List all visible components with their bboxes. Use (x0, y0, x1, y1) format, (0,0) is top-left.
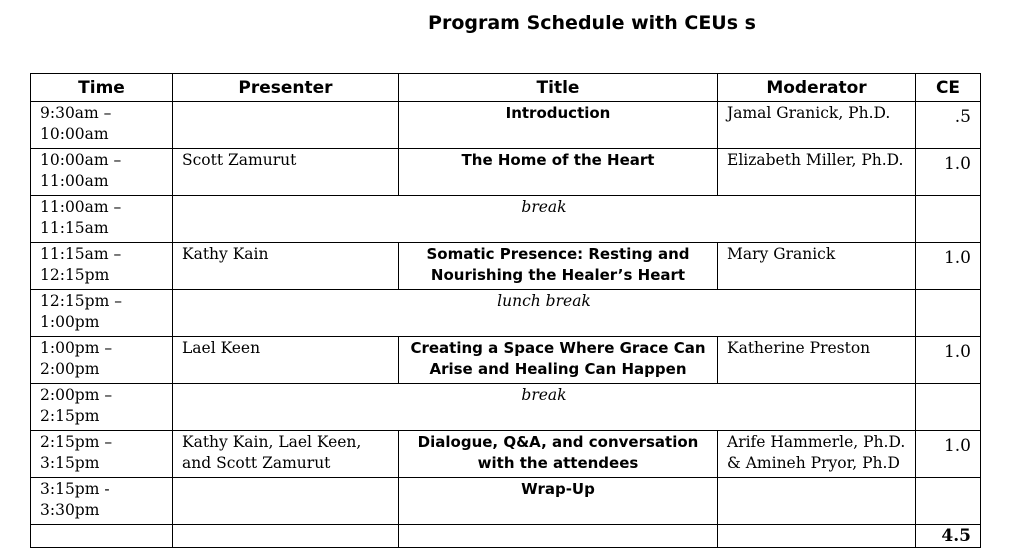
cell-line-2: Nourishing the Healer’s Heart (430, 266, 686, 284)
col-header-time: Time (31, 74, 173, 102)
table-row (31, 337, 981, 384)
cell-line-2: 12:15pm (40, 266, 110, 284)
cell-line-1: Jamal Granick, Ph.D. (727, 104, 891, 122)
cell-line-1: Elizabeth Miller, Ph.D. (727, 151, 904, 169)
cell-line-1: Somatic Presence: Resting and (426, 245, 690, 263)
cell-line-2: and Scott Zamurut (182, 454, 331, 472)
cell-line-1: The Home of the Heart (461, 151, 655, 169)
col-header-presenter: Presenter (173, 74, 399, 102)
cell-line-1: 12:15pm – (40, 292, 122, 310)
moderator-cell (718, 243, 916, 290)
cell-line-2: 10:00am (40, 125, 109, 143)
break-cell: break (173, 196, 916, 243)
ce-cell (916, 196, 981, 243)
cell-line-2: & Amineh Pryor, Ph.D (727, 454, 900, 472)
cell-line-2: 11:15am (40, 219, 109, 237)
cell-line-1: 2:15pm – (40, 433, 113, 451)
page-title: Program Schedule with CEUs s (428, 12, 756, 34)
ce-cell (916, 290, 981, 337)
cell-line-1: Katherine Preston (727, 339, 871, 357)
presenter-cell (173, 478, 399, 525)
moderator-cell (718, 478, 916, 525)
time-cell (31, 290, 173, 337)
title-cell (399, 478, 718, 525)
ce-cell: 1.0 (916, 243, 981, 290)
cell-line-1: 3:15pm - (40, 480, 110, 498)
total-row (31, 525, 981, 548)
table-row (31, 243, 981, 290)
cell-line-2: Arise and Healing Can Happen (429, 360, 687, 378)
presenter-cell (173, 431, 399, 478)
cell-line-2: 3:15pm (40, 454, 100, 472)
break-row (31, 384, 981, 431)
cell-line-2: 2:00pm (40, 360, 100, 378)
cell-line-2: with the attendees (477, 454, 639, 472)
cell-line-1: Dialogue, Q&A, and conversation (417, 433, 699, 451)
cell-line-2: 2:15pm (40, 407, 100, 425)
moderator-cell (718, 431, 916, 478)
cell-line-1: 1:00pm – (40, 339, 113, 357)
table-row (31, 478, 981, 525)
cell-line-2: 1:00pm (40, 313, 100, 331)
schedule-body (31, 102, 981, 525)
title-cell (399, 102, 718, 149)
cell-line-1: Lael Keen (182, 339, 261, 357)
break-row (31, 196, 981, 243)
ce-cell: 1.0 (916, 337, 981, 384)
moderator-cell (718, 149, 916, 196)
break-cell: break (173, 384, 916, 431)
cell-line-1: 11:00am – (40, 198, 122, 216)
time-cell (31, 478, 173, 525)
time-cell (31, 384, 173, 431)
total-empty-cell (173, 525, 399, 548)
cell-line-1: Kathy Kain (182, 245, 269, 263)
table-row (31, 149, 981, 196)
cell-line-1: Introduction (505, 104, 611, 122)
col-header-title: Title (399, 74, 718, 102)
total-ce-cell: 4.5 (916, 525, 981, 548)
cell-line-1: Arife Hammerle, Ph.D. (727, 433, 906, 451)
presenter-cell (173, 243, 399, 290)
cell-line-2: 11:00am (40, 172, 109, 190)
table-row (31, 102, 981, 149)
time-cell (31, 243, 173, 290)
table-row (31, 431, 981, 478)
title-cell (399, 149, 718, 196)
cell-line-1: 10:00am – (40, 151, 122, 169)
break-row (31, 290, 981, 337)
moderator-cell (718, 102, 916, 149)
ce-cell: .5 (916, 102, 981, 149)
time-cell (31, 431, 173, 478)
time-cell (31, 102, 173, 149)
cell-line-1: Wrap-Up (521, 480, 595, 498)
col-header-ce: CE (916, 74, 981, 102)
cell-line-1: 2:00pm – (40, 386, 113, 404)
time-cell (31, 337, 173, 384)
cell-line-1: 11:15am – (40, 245, 122, 263)
ce-cell (916, 478, 981, 525)
time-cell (31, 196, 173, 243)
title-cell (399, 431, 718, 478)
col-header-moderator: Moderator (718, 74, 916, 102)
title-cell (399, 243, 718, 290)
moderator-cell (718, 337, 916, 384)
ce-cell: 1.0 (916, 431, 981, 478)
header-row (31, 74, 981, 102)
cell-line-1: Kathy Kain, Lael Keen, (182, 433, 362, 451)
total-empty-cell (718, 525, 916, 548)
title-cell (399, 337, 718, 384)
presenter-cell (173, 149, 399, 196)
total-empty-cell (399, 525, 718, 548)
time-cell (31, 149, 173, 196)
cell-line-1: 9:30am – (40, 104, 112, 122)
ce-cell (916, 384, 981, 431)
presenter-cell (173, 102, 399, 149)
schedule-table (30, 73, 981, 548)
ce-cell: 1.0 (916, 149, 981, 196)
presenter-cell (173, 337, 399, 384)
cell-line-1: Creating a Space Where Grace Can (410, 339, 706, 357)
total-empty-cell (31, 525, 173, 548)
cell-line-1: Mary Granick (727, 245, 836, 263)
cell-line-2: 3:30pm (40, 501, 100, 519)
cell-line-1: Scott Zamurut (182, 151, 297, 169)
break-cell: lunch break (173, 290, 916, 337)
